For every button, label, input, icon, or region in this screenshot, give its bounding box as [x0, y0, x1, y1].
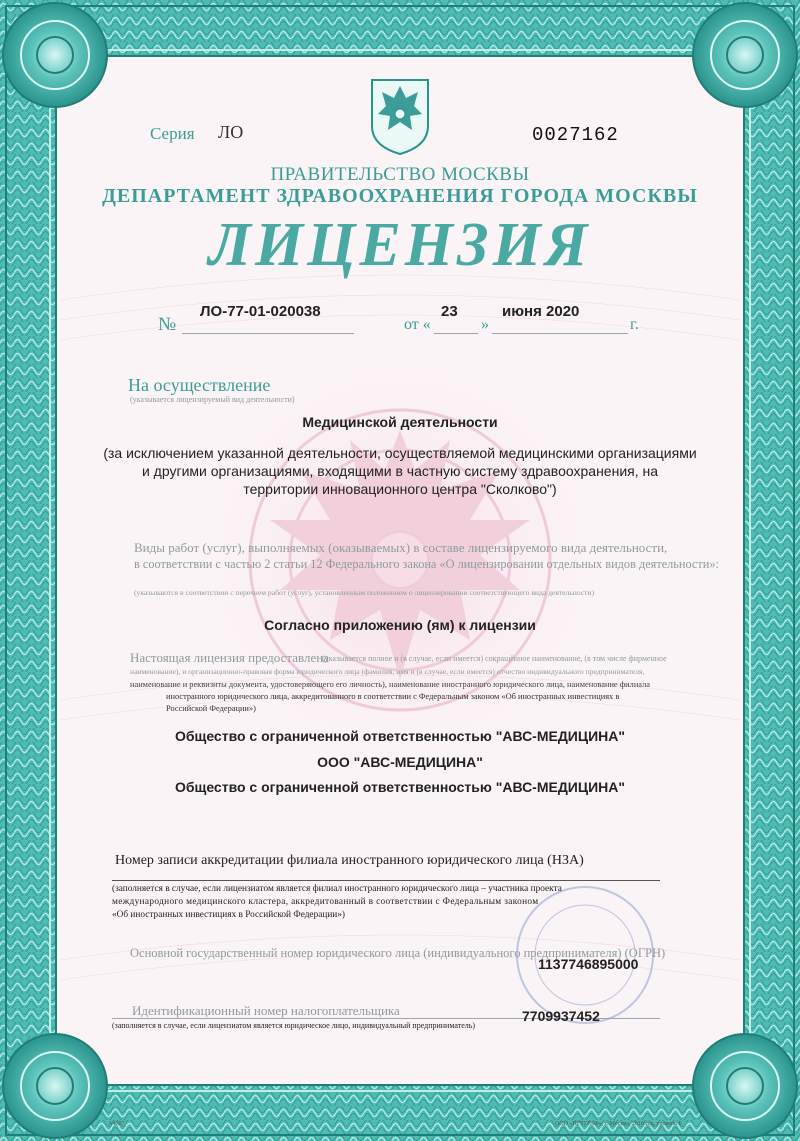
- inn-value: 7709937452: [522, 1008, 600, 1024]
- accreditation-hint-line1: (заполняется в случае, если лицензиатом является филиал иностранного юридического лица – участника проекта: [112, 884, 562, 894]
- works-line2: в соответствии с частью 2 статьи 12 Федерального закона «О лицензировании отдельных видов деятельности»:: [134, 557, 719, 571]
- accreditation-underline: [112, 880, 660, 881]
- accreditation-hint-line2: международного медицинского кластера, аккредитованный в соответствии с Федеральным законом: [112, 897, 539, 907]
- corner-rosette-icon: [693, 1034, 797, 1138]
- date-from-label: от «: [404, 316, 431, 333]
- number-underline: [182, 333, 354, 334]
- works-value: Согласно приложению (ям) к лицензии: [264, 617, 536, 633]
- corner-rosette-icon: [3, 1034, 107, 1138]
- printer-info: ООО «НГТГРАФ», г. Москва, 2018 год, уровень Б: [555, 1121, 682, 1127]
- serial-number: 0027162: [532, 124, 619, 146]
- ogrn-label: Основной государственный номер юридического лица (индивидуального предпринимателя) (ОГРН): [130, 946, 666, 960]
- activity-name: Медицинской деятельности: [302, 414, 498, 430]
- activity-details-line2: и другими организациями, входящими в частную систему здравоохранения, на: [141, 463, 659, 479]
- coat-of-arms-icon: [372, 80, 428, 154]
- page-title: ЛИЦЕНЗИЯ: [208, 211, 592, 279]
- year-suffix: г.: [630, 316, 639, 333]
- grantee-hint-line3: наименование и реквизиты документа, удостоверяющего его личность), наименование иностранного юридического лица, наименование филиала: [130, 680, 650, 689]
- form-code: А4607: [108, 1121, 125, 1127]
- grantee-hint-line1: (указывается полное и (в случае, если имеется) сокращённое наименование, (в том числе фирменное: [322, 654, 667, 663]
- grantee-short-name: ООО "АВС-МЕДИЦИНА": [317, 754, 483, 770]
- license-number: ЛО-77-01-020038: [200, 303, 321, 320]
- activity-details-line3: территории инновационного центра "Сколково"): [243, 481, 557, 497]
- grantee-hint-line4: иностранного юридического лица, аккредитованного в соответствии с Федеральным законом «Об иностранных инвестициях в: [166, 692, 620, 701]
- grantee-hint-line2: наименование), и организационно-правовая форма юридического лица (фамилия, имя и (в случае, если имеется) отчество индивидуального предпринимателя,: [130, 667, 645, 676]
- activity-details-line1: (за исключением указанной деятельности, осуществляемой медицинскими организациями: [103, 445, 697, 461]
- department-title: ДЕПАРТАМЕНТ ЗДРАВООХРАНЕНИЯ ГОРОДА МОСКВЫ: [102, 185, 698, 207]
- accreditation-label: Номер записи аккредитации филиала иностранного юридического лица (НЗА): [115, 853, 584, 868]
- license-month-year: июня 2020: [502, 303, 580, 320]
- day-underline: [434, 333, 478, 334]
- corner-rosette-icon: [693, 3, 797, 107]
- government-title: ПРАВИТЕЛЬСТВО МОСКВЫ: [270, 164, 530, 185]
- series-label: Серия: [150, 124, 195, 143]
- grantee-hint-line5: Российской Федерации»): [166, 704, 256, 713]
- grantee-brand-name: Общество с ограниченной ответственностью "АВС-МЕДИЦИНА": [174, 779, 626, 795]
- activity-label-hint: (указывается лицензируемый вид деятельности): [130, 395, 295, 404]
- license-day: 23: [441, 303, 458, 320]
- grantee-intro: Настоящая лицензия предоставлена: [130, 650, 329, 665]
- works-line1: Виды работ (услуг), выполняемых (оказываемых) в составе лицензируемого вида деятельности,: [134, 540, 668, 555]
- activity-label: На осуществление: [128, 375, 271, 395]
- inn-label: Идентификационный номер налогоплательщика: [132, 1003, 400, 1018]
- inn-hint: (заполняется в случае, если лицензиатом является юридическое лицо, индивидуальный предприниматель): [112, 1021, 476, 1030]
- month-underline: [492, 333, 628, 334]
- series-value: ЛО: [218, 122, 244, 142]
- grantee-full-name: Общество с ограниченной ответственностью "АВС-МЕДИЦИНА": [174, 728, 626, 744]
- corner-rosette-icon: [3, 3, 107, 107]
- works-hint: (указываются в соответствии с перечнем работ (услуг), установленным положением о лицензировании соответствующего вида деятельности): [134, 588, 595, 597]
- accreditation-hint-line3: «Об иностранных инвестициях в Российской Федерации»): [112, 910, 346, 920]
- quote-close: »: [481, 316, 489, 333]
- ogrn-value: 1137746895000: [538, 956, 639, 972]
- number-prefix: №: [158, 314, 177, 335]
